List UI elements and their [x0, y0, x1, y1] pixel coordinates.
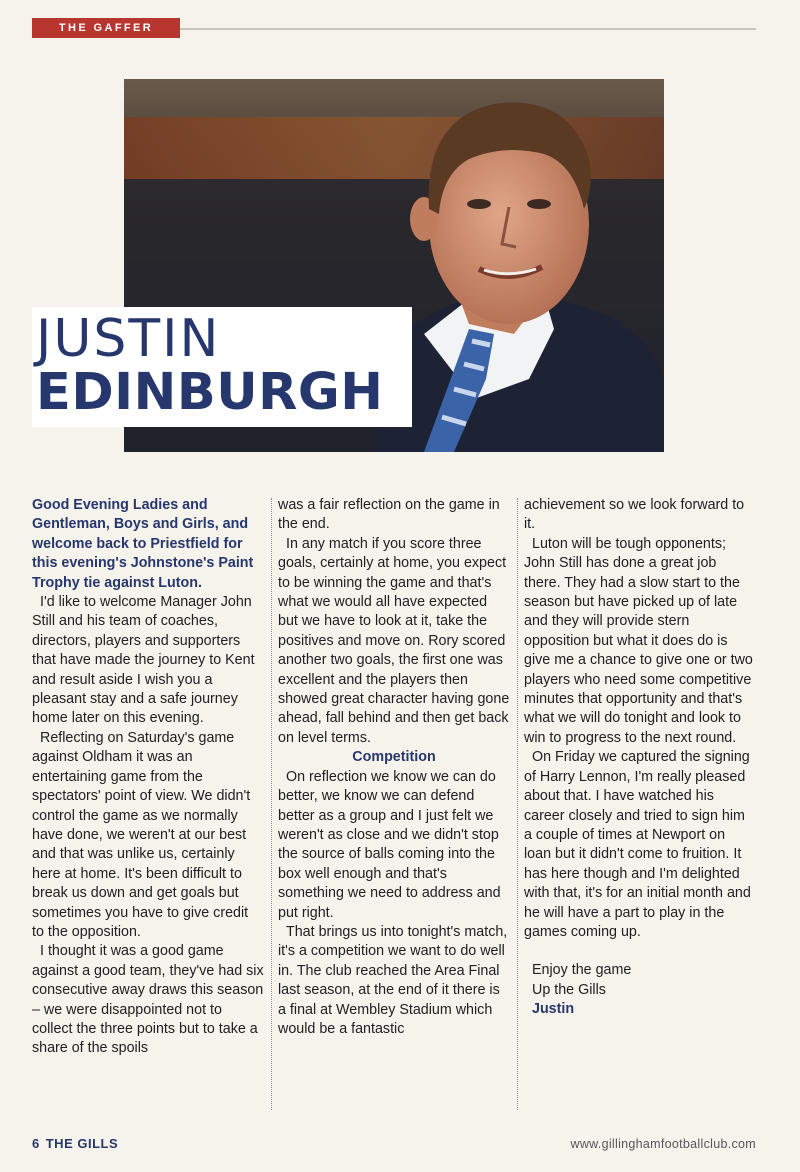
signoff-line: Enjoy the game	[532, 962, 632, 979]
header-rule	[180, 28, 756, 30]
title-first-name: JUSTIN	[36, 309, 221, 369]
column-divider	[517, 498, 518, 1110]
article-column-2	[278, 496, 510, 1039]
intro-paragraph: Good Evening Ladies and Gentleman, Boys and Girls, and welcome back to Priestfield for this evening's Johnstone's Paint Trophy tie against Luton.	[32, 497, 254, 591]
body-paragraph: In any match if you score three goals, certainly at home, you expect to be winning the game and that's what we would all have expected but we have to look at it, take the positives and move on. Rory scored another two goals, the first one was excellent and the players then showed great character having gone ahead, fall behind and then get back on level terms.	[278, 535, 510, 746]
title-box	[32, 307, 412, 427]
footer-publication	[32, 1136, 118, 1151]
article-column-1	[32, 496, 264, 1059]
body-paragraph: achievement so we look forward to it.	[524, 497, 745, 533]
footer-website: www.gillinghamfootballclub.com	[570, 1137, 756, 1151]
article-column-3	[524, 496, 756, 1020]
section-label: THE GAFFER	[32, 18, 180, 38]
body-paragraph: On Friday we captured the signing of Harry Lennon, I'm really pleased about that. I have watched his career closely and tried to sign him a couple of times at Newport on loan but it didn't come to fruition. It has here though and I'm delighted with that, it's for an initial month and he will have a part to play in the games coming up.	[524, 749, 751, 940]
body-paragraph: I thought it was a good game against a good team, they've had six consecutive away draws this season – we were disappointed not to collect the three points but to take a share of the spoils	[32, 943, 264, 1057]
body-paragraph: On reflection we know we can do better, we know we can defend better as a group and I just felt we weren't as close and we didn't stop the source of balls coming into the box well enough and that's something we need to address and put right.	[278, 768, 501, 921]
signoff-line: Up the Gills	[532, 981, 606, 998]
page-number: 6	[32, 1136, 40, 1151]
publication-name: THE GILLS	[45, 1136, 119, 1151]
title-last-name: EDINBURGH	[36, 363, 384, 422]
subheading: Competition	[352, 749, 436, 766]
body-paragraph: Luton will be tough opponents; John Still has done a great job there. They had a slow start to the season but have picked up of late and they will provide stern opposition but what it does do is give me a chance to give one or two players who need some competitive minutes that opportunity and that's what we will do tonight and look to win to progress to the next round.	[524, 535, 753, 746]
body-paragraph: was a fair reflection on the game in the end.	[278, 497, 500, 533]
body-paragraph: I'd like to welcome Manager John Still and his team of coaches, directors, players and supporters that have made the journey to Kent and result aside I wish you a pleasant stay and a safe journey home later on this evening.	[32, 594, 255, 727]
body-paragraph: Reflecting on Saturday's game against Oldham it was an entertaining game from the spectators' point of view. We didn't control the game as we normally have done, we weren't at our best and that was unlike us, certainly here at home. It's been difficult to break us down and get goals but sometimes you have to give credit to the opposition.	[32, 729, 251, 940]
body-paragraph: That brings us into tonight's match, it's a competition we want to do well in. The club reached the Area Final last season, at the end of it there is a final at Wembley Stadium which would be a fantastic	[278, 923, 508, 1037]
column-divider	[271, 498, 272, 1110]
signoff-name: Justin	[532, 1001, 575, 1018]
